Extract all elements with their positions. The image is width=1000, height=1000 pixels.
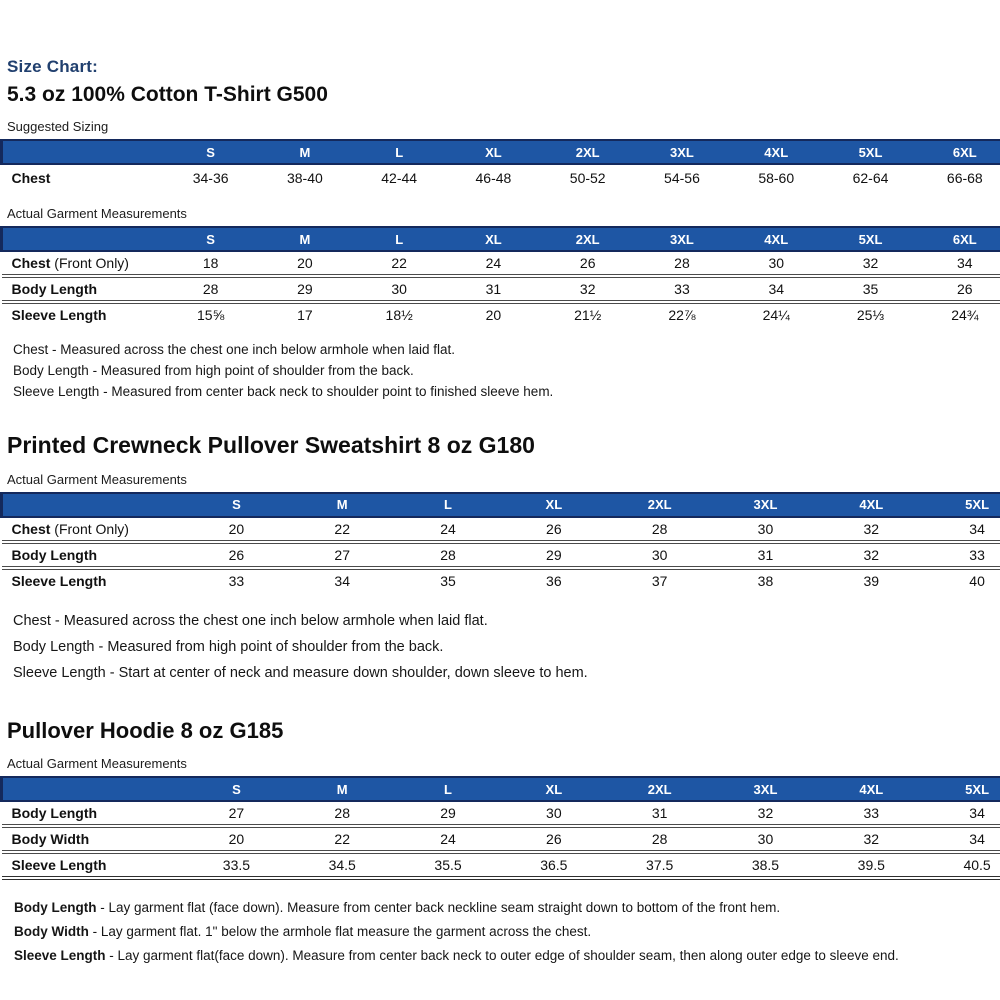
measurement-cell: 36 xyxy=(501,568,607,592)
measurement-cell: 25⅓ xyxy=(823,302,917,326)
measurement-cell: 18 xyxy=(202,255,219,272)
measurement-cell: 29 xyxy=(258,276,352,302)
measurement-cell: 28 xyxy=(334,805,350,822)
table-row xyxy=(2,801,1000,826)
size-column-header: L xyxy=(395,493,501,517)
table-row xyxy=(2,826,1000,852)
measurement-cell: 21½ xyxy=(541,302,635,326)
measurement-cell: 50-52 xyxy=(569,170,606,187)
measurement-notes-g185 xyxy=(14,896,1000,968)
corner-header-cell xyxy=(2,140,164,164)
measurement-cell: 34 xyxy=(969,520,985,537)
measurement-note-line: Sleeve Length - Measured from center back neck to shoulder point to finished sleeve hem. xyxy=(13,384,554,400)
size-column-header: XL xyxy=(446,140,540,164)
measurement-cell: 38 xyxy=(713,568,819,592)
size-column-header: 6XL xyxy=(918,140,1000,164)
measurement-cell: 34 xyxy=(289,568,395,592)
measurement-cell: 26 xyxy=(501,826,607,852)
size-chart-label: Size Chart: xyxy=(7,57,98,76)
measurement-cell: 31 xyxy=(713,542,819,568)
measurement-cell: 35 xyxy=(395,568,501,592)
measurement-notes-g180 xyxy=(13,608,1000,686)
measurement-cell: 37.5 xyxy=(607,852,713,878)
size-column-header: M xyxy=(258,227,352,251)
measurement-cell: 28 xyxy=(607,826,713,852)
size-column-header: L xyxy=(352,140,446,164)
measurement-cell: 26 xyxy=(184,542,290,568)
measurement-cell: 33.5 xyxy=(184,852,290,878)
measurement-cell: 38-40 xyxy=(286,170,323,187)
size-column-header: 5XL xyxy=(924,493,1000,517)
measurement-cell: 20 xyxy=(446,302,540,326)
measurement-cell: 31 xyxy=(651,805,668,822)
size-column-header: 5XL xyxy=(823,227,917,251)
measurement-cell: 40 xyxy=(924,568,1000,592)
measurement-cell: 39 xyxy=(818,568,924,592)
section-title-g185: Pullover Hoodie 8 oz G185 xyxy=(7,717,284,743)
table-row xyxy=(2,164,1000,191)
size-column-header: 3XL xyxy=(635,140,729,164)
measurement-cell: 29 xyxy=(501,542,607,568)
measurement-cell: 32 xyxy=(862,255,879,272)
measurement-cell: 33 xyxy=(924,542,1000,568)
measurement-cell: 46-48 xyxy=(475,170,512,187)
size-column-header: 3XL xyxy=(635,227,729,251)
table-row xyxy=(2,568,1000,592)
row-label: Sleeve Length xyxy=(2,302,164,326)
measurement-cell: 34 xyxy=(957,255,973,272)
measurement-cell: 33 xyxy=(635,276,729,302)
measurement-cell: 24¾ xyxy=(918,302,1000,326)
size-column-header: XL xyxy=(446,227,540,251)
size-column-header: 3XL xyxy=(713,777,819,801)
size-column-header: 4XL xyxy=(729,140,823,164)
size-column-header: 4XL xyxy=(818,493,924,517)
measurement-cell: 30 xyxy=(546,805,562,822)
row-label: Body Length xyxy=(11,805,98,822)
size-column-header: 2XL xyxy=(607,493,713,517)
size-column-header: M xyxy=(258,140,352,164)
measurement-cell: 15⅝ xyxy=(164,302,258,326)
measurement-cell: 34-36 xyxy=(192,170,229,187)
measurement-cell: 32 xyxy=(818,826,924,852)
section-g185 xyxy=(0,718,1000,968)
measurement-cell: 30 xyxy=(768,255,785,272)
measurement-cell: 24 xyxy=(395,826,501,852)
measurement-cell: 58-60 xyxy=(758,170,795,187)
table-caption-actual-measurements-g500: Actual Garment Measurements xyxy=(7,206,187,222)
measurement-cell: 20 xyxy=(297,255,313,272)
corner-header-cell xyxy=(2,777,184,801)
measurement-cell: 28 xyxy=(651,520,668,537)
table-clip xyxy=(0,137,1000,191)
measurement-cell: 42-44 xyxy=(381,170,418,187)
measurement-cell: 22 xyxy=(391,255,407,272)
table-clip xyxy=(0,774,1000,880)
measurement-cell: 38.5 xyxy=(713,852,819,878)
size-header-row xyxy=(2,140,1000,164)
size-column-header: 2XL xyxy=(607,777,713,801)
measurement-cell: 17 xyxy=(258,302,352,326)
size-column-header: S xyxy=(184,777,290,801)
measurement-cell: 22 xyxy=(289,826,395,852)
measurement-note-line: Chest - Measured across the chest one inch below armhole when laid flat. xyxy=(13,612,488,629)
measurement-cell: 20 xyxy=(228,520,245,537)
measurement-cell: 30 xyxy=(352,276,446,302)
size-header-row xyxy=(2,227,1000,251)
actual-measurements-table-g500 xyxy=(0,226,1000,326)
measurement-cell: 35 xyxy=(823,276,917,302)
measurement-cell: 29 xyxy=(440,805,456,822)
measurement-cell: 22 xyxy=(334,520,350,537)
row-label: Body Length xyxy=(2,276,164,302)
measurement-cell: 26 xyxy=(918,276,1000,302)
table-clip xyxy=(0,490,1000,592)
row-label: Sleeve Length xyxy=(2,852,184,878)
table-caption-actual-measurements-g180: Actual Garment Measurements xyxy=(7,471,187,487)
size-column-header: S xyxy=(164,227,258,251)
section-title-g180: Printed Crewneck Pullover Sweatshirt 8 oz G180 xyxy=(7,432,535,459)
measurement-cell: 22⅞ xyxy=(635,302,729,326)
size-column-header: 2XL xyxy=(541,140,635,164)
size-column-header: L xyxy=(395,777,501,801)
size-column-header: 3XL xyxy=(713,493,819,517)
size-column-header: S xyxy=(164,140,258,164)
table-row xyxy=(2,517,1000,542)
size-column-header: M xyxy=(289,777,395,801)
section-g500 xyxy=(0,82,1000,402)
measurement-cell: 32 xyxy=(818,542,924,568)
measurement-cell: 24 xyxy=(485,255,502,272)
measurement-cell: 34.5 xyxy=(289,852,395,878)
measurement-cell: 26 xyxy=(579,255,596,272)
measurement-note-line: Sleeve Length - Lay garment flat(face down). Measure from center back neck to outer edge of shoulder seam, then along outer edge to sleeve end. xyxy=(14,948,899,964)
section-g180 xyxy=(0,432,1000,686)
size-column-header: 2XL xyxy=(541,227,635,251)
section-title-g500: 5.3 oz 100% Cotton T-Shirt G500 xyxy=(7,83,328,106)
measurement-cell: 40.5 xyxy=(924,852,1000,878)
measurement-cell: 30 xyxy=(607,542,713,568)
measurement-note-line: Body Width - Lay garment flat. 1" below the armhole flat measure the garment across the chest. xyxy=(14,924,592,940)
measurement-cell: 24¼ xyxy=(729,302,823,326)
actual-measurements-table-g180 xyxy=(0,492,1000,592)
size-header-row xyxy=(2,777,1000,801)
size-column-header: M xyxy=(289,493,395,517)
size-column-header: 4XL xyxy=(729,227,823,251)
measurement-cell: 62-64 xyxy=(852,170,889,187)
measurement-cell: 30 xyxy=(713,826,819,852)
table-caption-suggested-sizing: Suggested Sizing xyxy=(7,119,109,135)
measurement-cell: 32 xyxy=(757,805,774,822)
measurement-cell: 37 xyxy=(607,568,713,592)
size-column-header: 6XL xyxy=(918,227,1000,251)
measurement-cell: 30 xyxy=(757,520,774,537)
measurement-cell: 34 xyxy=(969,805,985,822)
measurement-cell: 54-56 xyxy=(664,170,700,187)
measurement-cell: 36.5 xyxy=(501,852,607,878)
measurement-note-line: Sleeve Length - Start at center of neck and measure down shoulder, down sleeve to hem. xyxy=(13,664,588,681)
table-clip xyxy=(0,224,1000,326)
measurement-cell: 33 xyxy=(184,568,290,592)
measurement-cell: 33 xyxy=(863,805,880,822)
row-label: Chest (Front Only) xyxy=(11,520,129,537)
measurement-cell: 39.5 xyxy=(818,852,924,878)
size-column-header: 5XL xyxy=(823,140,917,164)
measurement-cell: 24 xyxy=(440,520,456,537)
measurement-cell: 34 xyxy=(924,826,1000,852)
row-label: Chest (Front Only) xyxy=(11,255,129,272)
row-label: Sleeve Length xyxy=(2,568,184,592)
measurement-note-line: Chest - Measured across the chest one inch below armhole when laid flat. xyxy=(13,342,455,358)
table-row xyxy=(2,302,1000,326)
measurement-cell: 27 xyxy=(289,542,395,568)
measurement-cell: 35.5 xyxy=(395,852,501,878)
size-column-header: XL xyxy=(501,493,607,517)
size-header-row xyxy=(2,493,1000,517)
row-label: Body Length xyxy=(2,542,184,568)
measurement-cell: 34 xyxy=(729,276,823,302)
table-row xyxy=(2,251,1000,276)
size-column-header: XL xyxy=(501,777,607,801)
measurement-cell: 66-68 xyxy=(946,170,983,187)
size-column-header: S xyxy=(184,493,290,517)
measurement-note-line: Body Length - Measured from high point of shoulder from the back. xyxy=(13,638,444,655)
table-caption-actual-measurements-g185: Actual Garment Measurements xyxy=(7,756,187,772)
size-column-header: 5XL xyxy=(924,777,1000,801)
measurement-cell: 31 xyxy=(446,276,540,302)
size-column-header: 4XL xyxy=(818,777,924,801)
table-row xyxy=(2,852,1000,878)
measurement-note-line: Body Length - Measured from high point of shoulder from the back. xyxy=(13,363,414,379)
measurement-cell: 26 xyxy=(546,520,562,537)
row-label: Chest xyxy=(11,170,51,187)
corner-header-cell xyxy=(2,227,164,251)
measurement-cell: 28 xyxy=(164,276,258,302)
measurement-cell: 27 xyxy=(228,805,245,822)
measurement-note-line: Body Length - Lay garment flat (face down). Measure from center back neckline seam straight down to bottom of the front hem. xyxy=(14,900,781,916)
table-row xyxy=(2,542,1000,568)
measurement-cell: 32 xyxy=(863,520,880,537)
size-column-header: L xyxy=(352,227,446,251)
actual-measurements-table-g185 xyxy=(0,776,1000,880)
measurement-cell: 28 xyxy=(395,542,501,568)
table-row xyxy=(2,276,1000,302)
measurement-cell: 32 xyxy=(541,276,635,302)
measurement-cell: 18½ xyxy=(352,302,446,326)
suggested-sizing-table-g500 xyxy=(0,139,1000,191)
measurement-cell: 20 xyxy=(184,826,290,852)
measurement-cell: 28 xyxy=(674,255,690,272)
measurement-notes-g500 xyxy=(13,339,1000,402)
corner-header-cell xyxy=(2,493,184,517)
row-label: Body Width xyxy=(2,826,184,852)
